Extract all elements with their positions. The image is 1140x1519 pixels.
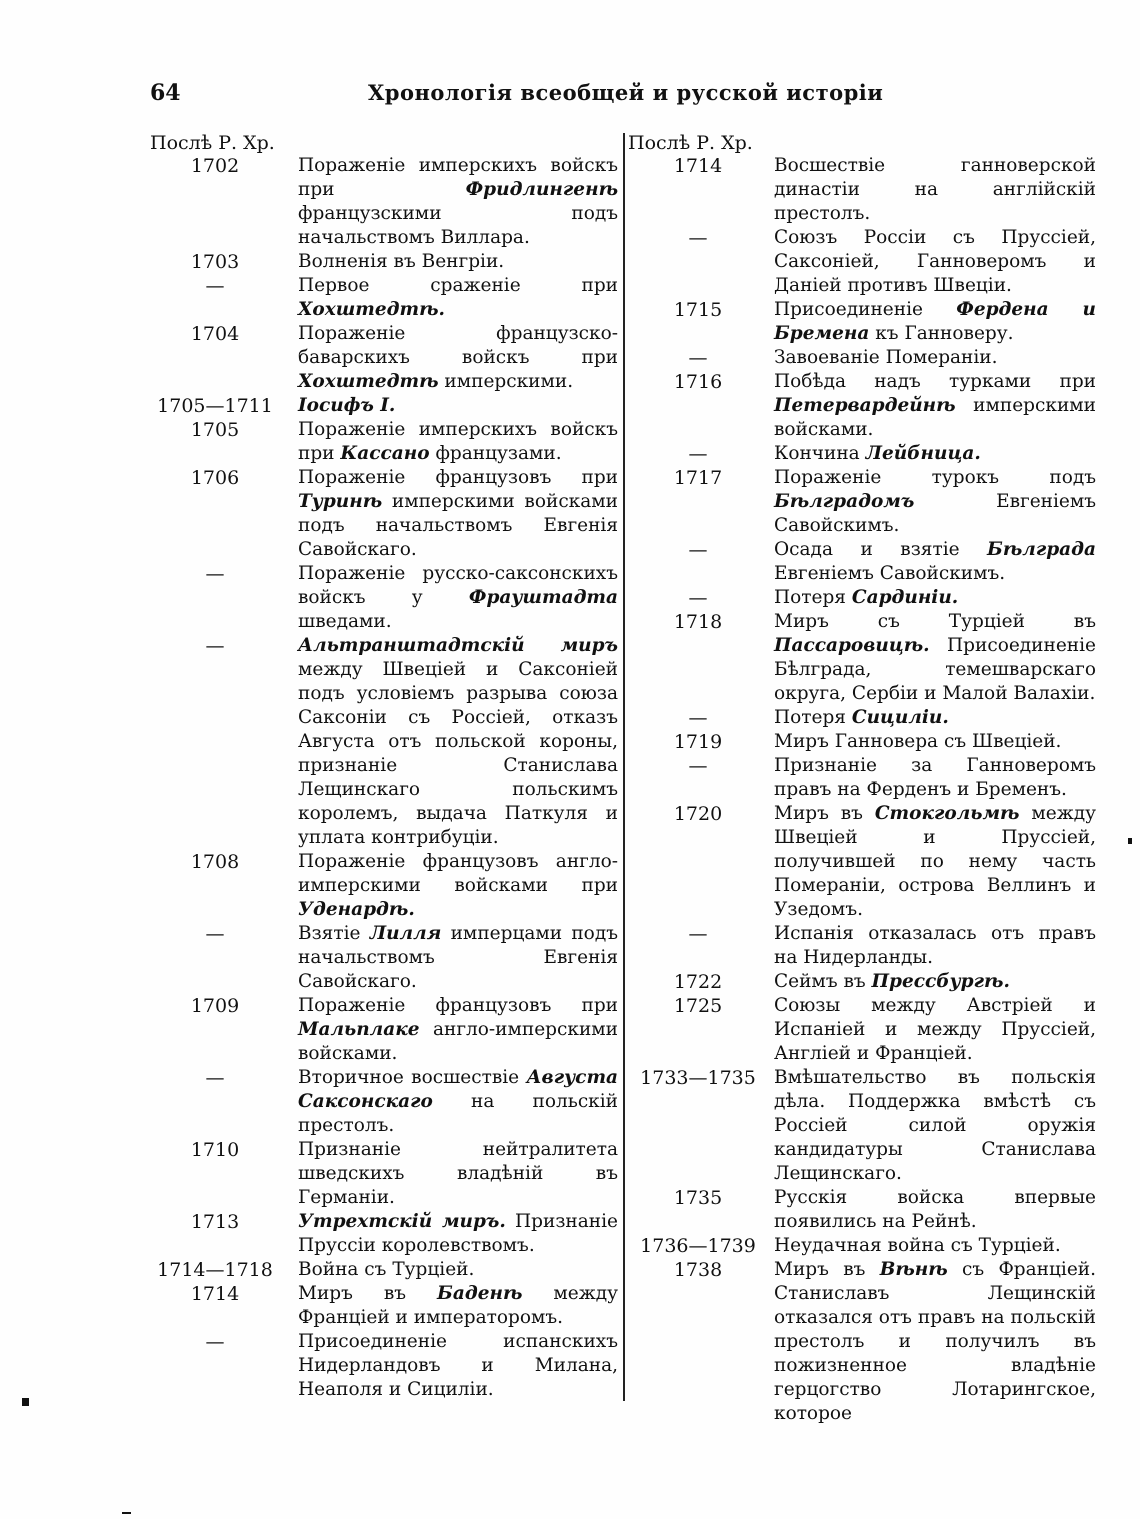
entry-text <box>774 154 1096 226</box>
chronology-entry <box>628 1234 1096 1258</box>
entry-date: 1733—1735 <box>640 1067 756 1089</box>
entry-text-segment: Союзъ Россіи съ Пруссіей, Саксоніей, Ганноверомъ и Даніей противъ Швеціи. <box>774 227 1096 296</box>
entry-text-segment: Пораженіе французовъ англо-имперскими войсками при <box>298 851 618 896</box>
entry-text <box>774 1258 1096 1426</box>
entry-text-segment: Война съ Турціей. <box>298 1259 475 1280</box>
entry-date: 1715 <box>673 299 723 321</box>
entry-place-name: Бѣлградомъ <box>774 491 915 512</box>
entry-date: — <box>688 587 708 609</box>
entry-date: 1705—1711 <box>157 395 273 417</box>
entry-date: 1703 <box>190 251 240 273</box>
entry-text <box>774 1186 1096 1234</box>
chronology-entry <box>628 994 1096 1066</box>
entry-text-segment: Пораженіе имперскихъ войскъ при <box>298 419 618 464</box>
entry-text <box>774 298 1096 346</box>
entry-text <box>298 1210 618 1258</box>
entry-text-segment: Пораженіе французовъ при <box>298 995 618 1016</box>
entry-text-segment: съ Франціей. Станиславъ Лещинскій отказался отъ правъ на польскій престолъ и получилъ въ пожизненное владѣніе герцогство Лотарингское, которое <box>774 1259 1096 1424</box>
entry-text <box>298 250 618 274</box>
entry-date: 1716 <box>673 371 723 393</box>
chronology-entry <box>628 706 1096 730</box>
entry-date: 1705 <box>190 419 240 441</box>
entry-text <box>774 538 1096 586</box>
entry-text-segment: Миръ въ <box>298 1283 438 1304</box>
entry-place-name: Фердена и Бремена <box>774 299 1096 344</box>
entry-place-name: Лилля <box>369 923 442 944</box>
entry-text-segment: Миръ въ <box>774 1259 880 1280</box>
entry-text-segment: Пораженіе французовъ при <box>298 467 618 488</box>
entry-text-segment: Русскія войска впервые появились на Рейнѣ. <box>774 1187 1096 1232</box>
entry-date: 1738 <box>673 1259 723 1281</box>
entry-text-segment: Признаніе Пруссіи королевствомъ. <box>298 1211 618 1256</box>
entry-date: — <box>205 1331 225 1353</box>
entry-text <box>298 1066 618 1138</box>
chronology-entry <box>628 154 1096 226</box>
entry-text <box>774 802 1096 922</box>
entry-date: — <box>205 635 225 657</box>
entry-text-segment: на польскій престолъ. <box>298 1091 618 1136</box>
entry-text-segment: Вторичное восшествіе <box>298 1067 527 1088</box>
entry-date: — <box>205 923 225 945</box>
entry-text <box>774 922 1096 970</box>
chronology-entry <box>150 1210 618 1258</box>
entry-text <box>774 370 1096 442</box>
entry-text-segment: Волненія въ Венгріи. <box>298 251 505 272</box>
entry-place-name: Хохштедтѣ <box>298 371 439 392</box>
entry-text-segment: Евгеніемъ Савойскимъ. <box>774 491 1096 536</box>
entry-place-name: Кассано <box>340 443 430 464</box>
entry-date: — <box>688 443 708 465</box>
entry-date: 1713 <box>190 1211 240 1233</box>
chronology-entry <box>150 994 618 1066</box>
scan-speck <box>22 1398 29 1406</box>
entry-text-segment: англо-имперскими войсками. <box>298 1019 618 1064</box>
chronology-entry <box>150 1330 618 1402</box>
entry-text <box>774 442 1096 466</box>
entry-text <box>774 970 1096 994</box>
column-heading: Послѣ Р. Хр. <box>628 132 753 154</box>
chronology-entry <box>150 274 618 322</box>
entry-text-segment: между Швеціей и Саксоніей подъ условіемъ разрыва союза Саксоніи съ Россіей, отказъ Августа отъ польской короны, признаніе Станислава Лещинскаго польскимъ королемъ, выдача Паткуля и уплата контрибуціи. <box>298 659 618 848</box>
entry-text-segment: Потеря <box>774 707 852 728</box>
entry-date: — <box>688 539 708 561</box>
entry-text <box>298 562 618 634</box>
chronology-entry <box>628 586 1096 610</box>
chronology-entry <box>150 1066 618 1138</box>
entry-text-segment: къ Ганноверу. <box>869 323 1014 344</box>
entry-date: 1708 <box>190 851 240 873</box>
entry-date: — <box>688 227 708 249</box>
entry-text-segment: французами. <box>429 443 562 464</box>
entry-text-segment: Неудачная война съ Турціей. <box>774 1235 1061 1256</box>
entry-text-segment: Миръ въ <box>774 803 875 824</box>
entry-place-name: Пассаровицѣ. <box>774 635 930 656</box>
entry-date: 1725 <box>673 995 723 1017</box>
entry-text-segment: Присоединеніе <box>774 299 957 320</box>
entry-date: 1704 <box>190 323 240 345</box>
entry-text-segment: Евгеніемъ Савойскимъ. <box>774 563 1006 584</box>
entry-list <box>628 154 1096 1426</box>
entry-date: 1719 <box>673 731 723 753</box>
entry-text <box>774 730 1096 754</box>
entry-place-name: Утрехтскій миръ. <box>298 1211 506 1232</box>
entry-text <box>298 154 618 250</box>
entry-text <box>774 1234 1096 1258</box>
chronology-entry <box>150 154 618 250</box>
entry-place-name: Лейбница. <box>865 443 981 464</box>
entry-text-segment: между Швеціей и Пруссіей, получившей по нему часть Помераніи, острова Веллинъ и Узедомъ. <box>774 803 1096 920</box>
entry-text-segment: Пораженіе французско-баварскихъ войскъ при <box>298 323 618 368</box>
entry-text <box>774 610 1096 706</box>
scan-speck <box>1128 838 1132 844</box>
entry-text <box>298 634 618 850</box>
chronology-entry <box>150 1138 618 1210</box>
entry-text-segment: Сеймъ въ <box>774 971 872 992</box>
entry-text <box>774 706 1096 730</box>
entry-date: — <box>688 755 708 777</box>
chronology-entry <box>150 1258 618 1282</box>
chronology-entry <box>150 562 618 634</box>
entry-text-segment: имперскими войсками подъ начальствомъ Евгенія Савойскаго. <box>298 491 618 560</box>
entry-date: 1718 <box>673 611 723 633</box>
entry-date: — <box>205 275 225 297</box>
entry-text-segment: Завоеваніе Помераніи. <box>774 347 998 368</box>
left-column <box>150 132 618 1402</box>
entry-text <box>298 994 618 1066</box>
entry-text <box>774 586 1096 610</box>
entry-text-segment: Пораженіе турокъ подъ <box>774 467 1096 488</box>
entry-place-name: Стокгольмѣ <box>874 803 1020 824</box>
entry-text-segment: Восшествіе ганноверской династіи на англійскій престолъ. <box>774 155 1096 224</box>
entry-date: 1735 <box>673 1187 723 1209</box>
entry-text <box>298 1282 618 1330</box>
chronology-entry <box>628 754 1096 802</box>
chronology-entry <box>628 802 1096 922</box>
entry-date: 1714 <box>190 1283 240 1305</box>
chronology-entry <box>628 1066 1096 1186</box>
entry-text <box>298 922 618 994</box>
chronology-entry <box>628 466 1096 538</box>
column-heading: Послѣ Р. Хр. <box>150 132 275 154</box>
entry-date: — <box>688 707 708 729</box>
entry-place-name: Альтранштадтскій миръ <box>298 635 618 656</box>
chronology-entry <box>150 322 618 394</box>
chronology-entry <box>628 922 1096 970</box>
entry-text <box>298 466 618 562</box>
entry-place-name: Петервардейнѣ <box>774 395 956 416</box>
chronology-entry <box>150 922 618 994</box>
chronology-entry <box>150 1282 618 1330</box>
entry-date: — <box>205 1067 225 1089</box>
entry-text-segment: Пораженіе русско-саксонскихъ войскъ у <box>298 563 618 608</box>
entry-text-segment: Кончина <box>774 443 866 464</box>
entry-text <box>774 994 1096 1066</box>
page-number: 64 <box>150 80 181 106</box>
entry-text <box>774 1066 1096 1186</box>
entry-list <box>150 154 618 1402</box>
right-column <box>628 132 1096 1426</box>
entry-place-name: Бѣлграда <box>987 539 1096 560</box>
chronology-entry <box>628 298 1096 346</box>
chronology-entry <box>150 418 618 466</box>
entry-date: 1722 <box>673 971 723 993</box>
entry-text-segment: Союзы между Австріей и Испаніей и между Пруссіей, Англіей и Франціей. <box>774 995 1096 1064</box>
entry-text <box>774 226 1096 298</box>
entry-text-segment: между Франціей и императоромъ. <box>298 1283 618 1328</box>
entry-text-segment: Миръ Ганновера съ Швеціей. <box>774 731 1062 752</box>
scan-speck <box>122 1512 131 1514</box>
entry-text-segment: Осада и взятіе <box>774 539 988 560</box>
chronology-entry <box>628 730 1096 754</box>
entry-text-segment: Потеря <box>774 587 852 608</box>
chronology-entry <box>628 346 1096 370</box>
entry-text <box>298 1258 618 1282</box>
entry-text-segment: Миръ съ Турціей въ <box>774 611 1096 632</box>
page-title: Хронологія всеобщей и русской исторіи <box>368 80 884 105</box>
chronology-entry <box>628 226 1096 298</box>
entry-place-name: Баденѣ <box>437 1283 523 1304</box>
chronology-entry <box>628 370 1096 442</box>
entry-place-name: Уденардѣ. <box>298 899 415 920</box>
entry-text <box>774 754 1096 802</box>
chronology-entry <box>628 1258 1096 1426</box>
entry-text-segment: Первое сраженіе при <box>298 275 618 296</box>
entry-date: 1702 <box>190 155 240 177</box>
chronology-entry <box>628 1186 1096 1234</box>
entry-place-name: Вѣнѣ <box>879 1259 948 1280</box>
entry-date: — <box>688 923 708 945</box>
entry-text-segment: Взятіе <box>298 923 370 944</box>
entry-text <box>298 1330 618 1402</box>
entry-text <box>298 418 618 466</box>
entry-text <box>298 850 618 922</box>
entry-text-segment: Побѣда надъ турками при <box>774 371 1096 392</box>
entry-text-segment: Испанія отказалась отъ правъ на Нидерланды. <box>774 923 1096 968</box>
entry-date: 1710 <box>190 1139 240 1161</box>
chronology-entry <box>628 538 1096 586</box>
chronology-entry <box>628 442 1096 466</box>
chronology-entry <box>628 970 1096 994</box>
entry-place-name: Прессбургѣ. <box>871 971 1010 992</box>
entry-text <box>774 466 1096 538</box>
entry-text-segment: имперцами подъ начальствомъ Евгенія Савойскаго. <box>298 923 618 992</box>
chronology-entry <box>150 466 618 562</box>
chronology-entry <box>150 850 618 922</box>
entry-text-segment: Признаніе за Ганноверомъ правъ на Ферденъ и Бременъ. <box>774 755 1096 800</box>
chronology-entry <box>150 394 618 418</box>
entry-text-segment: Признаніе нейтралитета шведскихъ владѣній въ Германіи. <box>298 1139 618 1208</box>
entry-text-segment: шведами. <box>298 611 392 632</box>
entry-text <box>298 322 618 394</box>
entry-date: 1714 <box>673 155 723 177</box>
entry-date: 1717 <box>673 467 723 489</box>
entry-place-name: Мальплаке <box>298 1019 420 1040</box>
chronology-entry <box>150 634 618 850</box>
entry-date: 1714—1718 <box>157 1259 273 1281</box>
entry-place-name: Фридлингенѣ <box>465 179 618 200</box>
entry-date: 1709 <box>190 995 240 1017</box>
entry-place-name: Августа Саксонскаго <box>298 1067 618 1112</box>
column-divider <box>623 133 625 1401</box>
entry-place-name: Туринѣ <box>298 491 383 512</box>
entry-date: — <box>688 347 708 369</box>
entry-date: 1720 <box>673 803 723 825</box>
entry-text <box>774 346 1096 370</box>
entry-text-segment: Присоединеніе испанскихъ Нидерландовъ и Милана, Неаполя и Сициліи. <box>298 1331 618 1400</box>
chronology-entry <box>150 250 618 274</box>
entry-text <box>298 274 618 322</box>
entry-place-name: Фрауштадта <box>468 587 618 608</box>
entry-text <box>298 1138 618 1210</box>
entry-text-segment: Вмѣшательство въ польскія дѣла. Поддержка вмѣстѣ съ Россіей силой оружія кандидатуры Станислава Лещинскаго. <box>774 1067 1096 1184</box>
entry-text <box>298 394 618 418</box>
entry-date: 1736—1739 <box>640 1235 756 1257</box>
entry-place-name: Сардиніи. <box>851 587 959 608</box>
entry-date: — <box>205 563 225 585</box>
entry-place-name: Іосифъ I. <box>298 395 396 416</box>
chronology-entry <box>628 610 1096 706</box>
entry-text-segment: имперскими войсками. <box>774 395 1096 440</box>
entry-text-segment: имперскими. <box>438 371 574 392</box>
entry-text-segment: Присоединеніе Бѣлграда, темешварскаго округа, Сербіи и Малой Валахіи. <box>774 635 1096 704</box>
entry-place-name: Сициліи. <box>851 707 949 728</box>
entry-place-name: Хохштедтѣ. <box>298 299 445 320</box>
entry-text-segment: французскими подъ начальствомъ Виллара. <box>298 203 618 248</box>
entry-date: 1706 <box>190 467 240 489</box>
entry-text-segment: Пораженіе имперскихъ войскъ при <box>298 155 618 200</box>
